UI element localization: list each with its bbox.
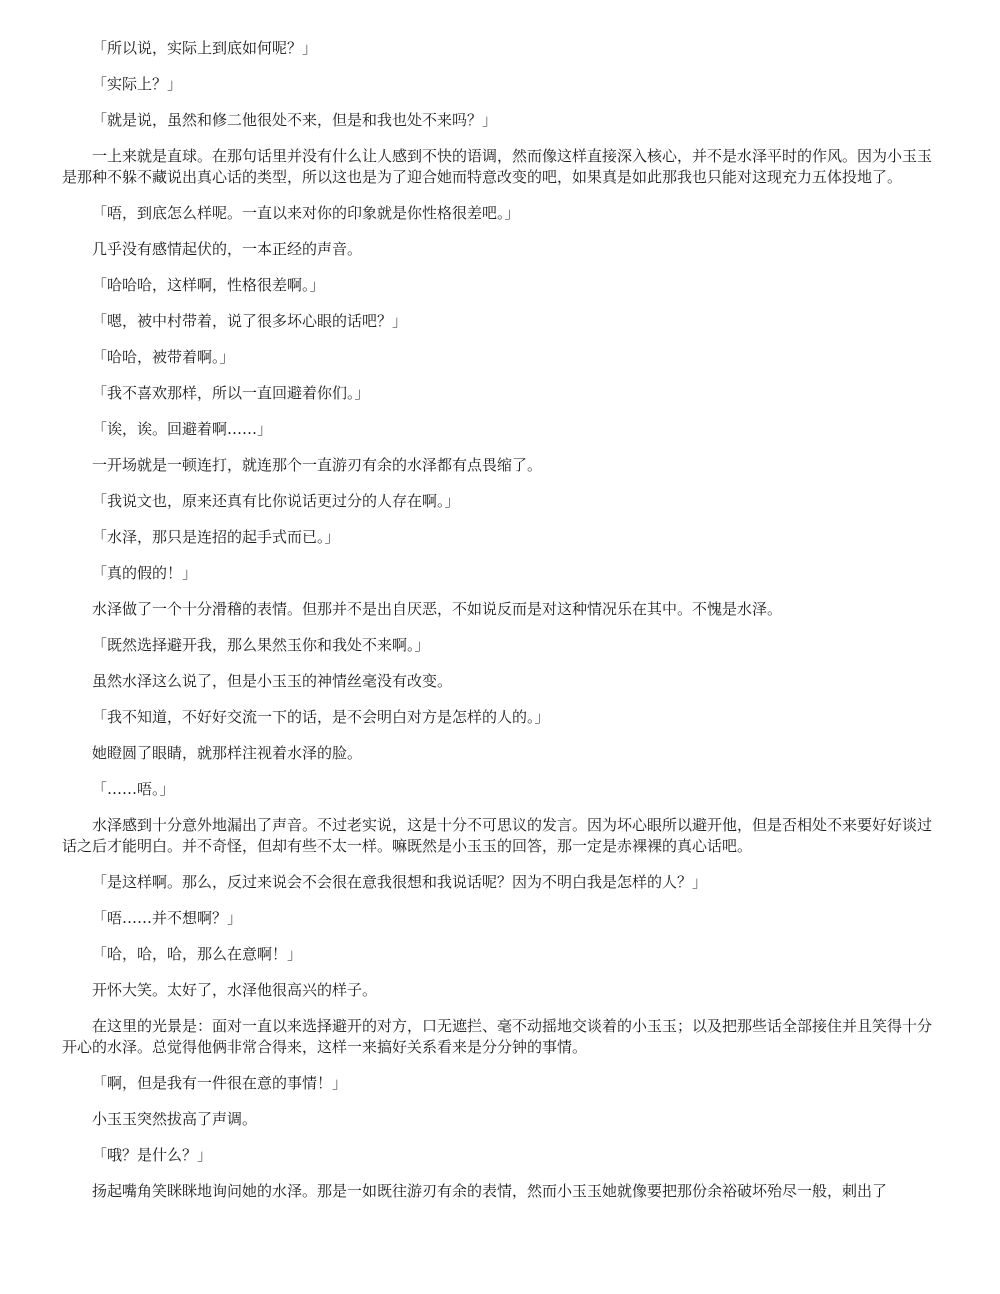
narration-paragraph: 扬起嘴角笑眯眯地询问她的水泽。那是一如既往游刃有余的表情，然而小玉玉她就像要把那份余裕破坏殆尽一般，刺出了 — [92, 1182, 888, 1200]
dialogue-line: 「诶，诶。回避着啊……」 — [92, 420, 273, 438]
narration-paragraph: 虽然水泽这么说了，但是小玉玉的神情丝毫没有改变。 — [92, 672, 453, 690]
narration-paragraph: 一开场就是一顿连打，就连那个一直游刃有余的水泽都有点畏缩了。 — [92, 456, 543, 474]
dialogue-line: 「哦？是什么？」 — [92, 1146, 213, 1164]
dialogue-line: 「我说文也，原来还真有比你说话更过分的人存在啊。」 — [92, 492, 460, 510]
dialogue-line: 「真的假的！」 — [92, 564, 198, 582]
dialogue-line: 「就是说，虽然和修二他很处不来，但是和我也处不来吗？」 — [92, 111, 498, 129]
dialogue-line: 「实际上？」 — [92, 75, 183, 93]
narration-paragraph: 水泽做了一个十分滑稽的表情。但那并不是出自厌恶，不如说反而是对这种情况乐在其中。不愧是水泽。 — [92, 600, 783, 618]
dialogue-line: 「所以说，实际上到底如何呢？」 — [92, 39, 318, 57]
dialogue-line: 「嗯，被中村带着，说了很多坏心眼的话吧？」 — [92, 312, 408, 330]
dialogue-line: 「哈哈，被带着啊。」 — [92, 348, 235, 366]
dialogue-line: 「我不知道，不好好交流一下的话，是不会明白对方是怎样的人的。」 — [92, 708, 550, 726]
dialogue-line: 「哈，哈，哈，那么在意啊！」 — [92, 945, 303, 963]
dialogue-line: 「哈哈哈，这样啊，性格很差啊。」 — [92, 276, 325, 294]
narration-paragraph: 一上来就是直球。在那句话里并没有什么让人感到不快的语调，然而像这样直接深入核心，并不是水泽平时的作风。因为小玉玉是那种不躲不藏说出真心话的类型，所以这也是为了迎合她而特意改变的吧，如果真是如此那我也只能对这现充力五体投地了。 — [62, 147, 933, 186]
narration-paragraph: 小玉玉突然拔高了声调。 — [92, 1110, 258, 1128]
narration-paragraph: 在这里的光景是：面对一直以来选择避开的对方，口无遮拦、毫不动摇地交谈着的小玉玉；以及把那些话全部接住并且笑得十分开心的水泽。总觉得他俩非常合得来，这样一来搞好关系看来是分分钟的事情。 — [62, 1017, 933, 1056]
narration-paragraph: 几乎没有感情起伏的，一本正经的声音。 — [92, 240, 363, 258]
dialogue-line: 「水泽，那只是连招的起手式而已。」 — [92, 528, 340, 546]
dialogue-line: 「唔……并不想啊？」 — [92, 909, 243, 927]
dialogue-line: 「我不喜欢那样，所以一直回避着你们。」 — [92, 384, 370, 402]
document-body — [62, 38, 936, 1217]
narration-paragraph: 水泽感到十分意外地漏出了声音。不过老实说，这是十分不可思议的发言。因为坏心眼所以避开他，但是否相处不来要好好谈过话之后才能明白。并不奇怪，但却有些不太一样。嘛既然是小玉玉的回答，那一定是赤裸裸的真心话吧。 — [62, 816, 933, 855]
dialogue-line: 「啊，但是我有一件很在意的事情！」 — [92, 1074, 348, 1092]
narration-paragraph: 她瞪圆了眼睛，就那样注视着水泽的脸。 — [92, 744, 363, 762]
dialogue-line: 「唔，到底怎么样呢。一直以来对你的印象就是你性格很差吧。」 — [92, 204, 520, 222]
narration-paragraph: 开怀大笑。太好了，水泽他很高兴的样子。 — [92, 981, 378, 999]
dialogue-line: 「是这样啊。那么，反过来说会不会很在意我很想和我说话呢？因为不明白我是怎样的人？」 — [92, 873, 708, 891]
dialogue-line: 「……唔。」 — [92, 780, 175, 798]
dialogue-line: 「既然选择避开我，那么果然玉你和我处不来啊。」 — [92, 636, 430, 654]
